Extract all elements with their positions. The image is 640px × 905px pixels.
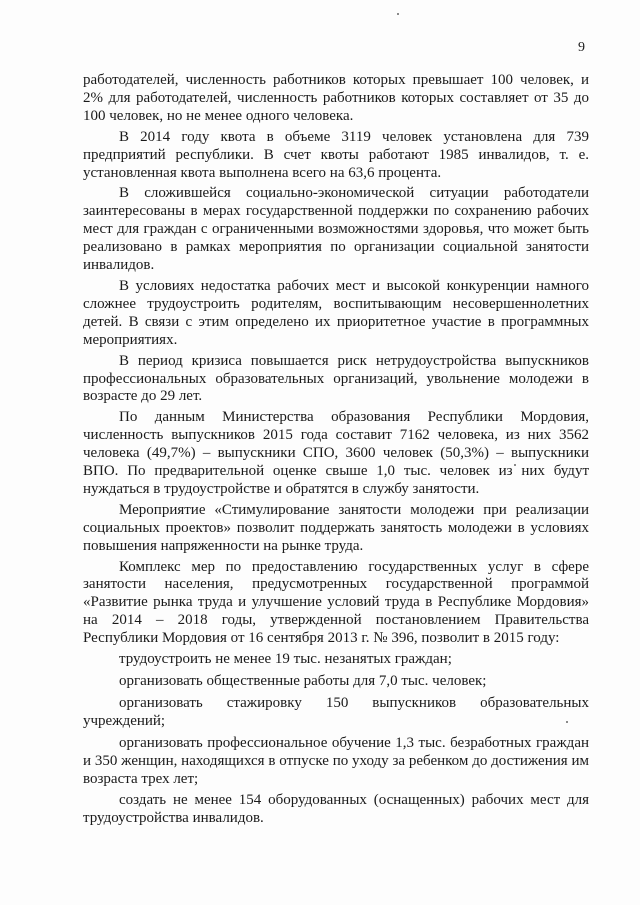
list-item: трудоустроить не менее 19 тыс. незанятых граждан; [119,651,452,668]
scan-speck [397,13,399,15]
paragraph-employer-interest: В сложившейся социально-экономической ситуации работодатели заинтересованы в мерах государственной поддержки по сохранению рабочих мест для граждан с ограниченными возможностями здоровья, что может быть реализовано в рамках мероприятия по организации социальной занятости инвалидов. [83,185,589,274]
paragraph-parents: В условиях недостатка рабочих мест и высокой конкуренции намного сложнее трудоустроить родителям, воспитывающим несовершеннолетних детей. В связи с этим определено их приоритетное участие в программных мероприятиях. [83,277,589,348]
paragraph-youth-measure: Мероприятие «Стимулирование занятости молодежи при реализации социальных проектов» позволит поддержать занятость молодежи в условиях повышения напряженности на рынке труда. [83,501,589,554]
list-item: создать не менее 154 оборудованных (оснащенных) рабочих мест для трудоустройства инвалидов. [83,792,589,827]
list-item: организовать общественные работы для 7,0 тыс. человек; [119,673,487,689]
paragraph-measures-complex: Комплекс мер по предоставлению государственных услуг в сфере занятости населения, предусмотренных государственной программой «Развитие рынка труда и улучшение условий труда в Республике Мордовия» на 2014 – 2018 годы, утвержденной постановлением Правительства Республики Мордовия от 16 сентября 2013 г. № 396, позволит в 2015 году: [83,558,589,647]
list-item: организовать стажировку 150 выпускников образовательных учреждений; [83,694,589,729]
list-item: организовать профессиональное обучение 1,3 тыс. безработных граждан и 350 женщин, находящихся в отпуске по уходу за ребенком до достижения им возраста трех лет; [83,734,589,787]
page-number: 9 [578,40,585,55]
paragraph-quota-continuation: работодателей, численность работников которых превышает 100 человек, и 2% для работодателей, численность работников которых составляет от 35 до 100 человек, но не менее одного человека. [83,72,589,124]
paragraph-ministry-data: По данным Министерства образования Республики Мордовия, численность выпускников 2015 года составит 7162 человека, из них 3562 человека (49,7%) – выпускники СПО, 3600 человек (50,3%) – выпускники ВПО. По предварительной оценке свыше 1,0 тыс. человек из них будут нуждаться в трудоустройстве и обратятся в службу занятости. [83,409,589,497]
document-body [83,72,589,832]
paragraph-quota-2014: В 2014 году квота в объеме 3119 человек установлена для 739 предприятий республики. В счет квоты работают 1985 инвалидов, т. е. установленная квота выполнена всего на 63,6 процента. [83,128,589,181]
measures-list [83,651,589,828]
paragraph-crisis-graduates: В период кризиса повышается риск нетрудоустройства выпускников профессиональных образовательных организаций, увольнение молодежи в возрасте до 29 лет. [83,352,589,405]
